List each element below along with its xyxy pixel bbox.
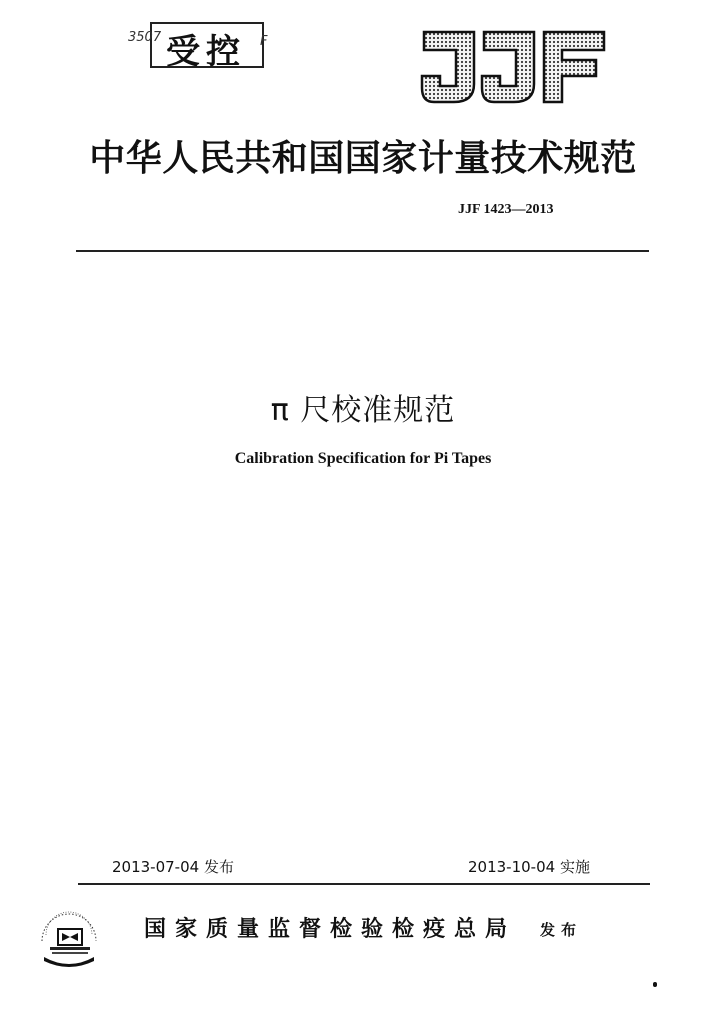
control-stamp-label: 受控 [166,32,246,72]
stamp-handwritten-note-right: F [260,34,268,49]
issuing-standard-title: 中华人民共和国国家计量技术规范 [89,137,637,179]
implementation-date: 2013-10-04 实施 [468,858,590,876]
specification-english-title: Calibration Specification for Pi Tapes [234,450,492,467]
footer-divider [78,883,650,885]
specification-title: π 尺校准规范 [270,393,456,428]
issuer-seal-icon [36,905,102,971]
issuing-authority: 国家质量监督检验检疫总局 [144,916,517,942]
issue-date: 2013-07-04 发布 [112,858,234,876]
issue-action-label: 发布 [540,921,583,939]
jjf-logo [420,28,606,106]
stamp-handwritten-note-left: 3507 [128,30,162,45]
document-number: JJF 1423—2013 [458,202,554,217]
scan-speck [653,982,657,987]
header-divider [76,250,649,252]
